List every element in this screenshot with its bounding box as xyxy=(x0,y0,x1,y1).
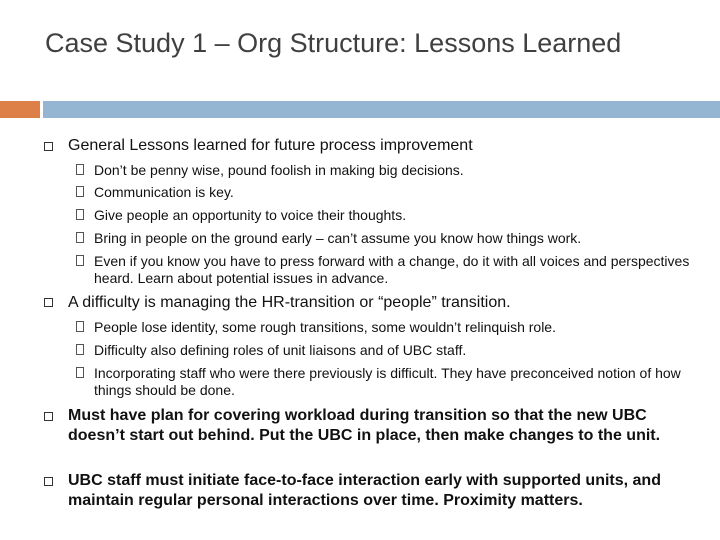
sub-bullet-icon xyxy=(76,232,84,243)
sub-bullet-icon xyxy=(76,344,84,355)
bullet-item xyxy=(68,136,688,156)
bullet-text: Must have plan for covering workload during transition so that the new UBC doesn’t start out behind. Put the UBC in place, then make changes to the unit. xyxy=(68,407,661,444)
square-bullet-icon xyxy=(44,477,53,486)
sub-bullet-icon xyxy=(76,321,84,332)
slide-title: Case Study 1 – Org Structure: Lessons Learned xyxy=(45,28,622,58)
square-bullet-icon xyxy=(44,412,53,421)
bullet-item xyxy=(68,406,688,446)
sub-bullet-icon xyxy=(76,255,84,266)
sub-bullet-text: Communication is key. xyxy=(94,184,234,200)
bullet-item xyxy=(68,293,688,313)
bullet-text: General Lessons learned for future process improvement xyxy=(68,137,473,154)
sub-bullet-text: Even if you know you have to press forward with a change, do it with all voices and perspectives heard. Learn about potential issues in advance. xyxy=(94,253,690,286)
sub-bullet-text: Difficulty also defining roles of unit liaisons and of UBC staff. xyxy=(94,342,467,358)
sub-bullet-icon xyxy=(76,209,84,220)
square-bullet-icon xyxy=(44,298,53,307)
sub-bullet-icon xyxy=(76,367,84,378)
sub-bullet-icon xyxy=(76,164,84,175)
sub-bullet-text: Don’t be penny wise, pound foolish in making big decisions. xyxy=(94,162,464,178)
sub-bullet-text: Bring in people on the ground early – can’t assume you know how things work. xyxy=(94,230,582,246)
sub-bullet-text: Incorporating staff who were there previously is difficult. They have preconceived notion of how things should be done. xyxy=(94,365,681,398)
bullet-item xyxy=(68,471,688,511)
bullet-text: UBC staff must initiate face-to-face interaction early with supported units, and maintain regular personal interactions over time. Proximity matters. xyxy=(68,472,661,509)
sub-bullet-text: People lose identity, some rough transitions, some wouldn’t relinquish role. xyxy=(94,319,556,335)
sub-bullet-icon xyxy=(76,186,84,197)
sub-bullet-text: Give people an opportunity to voice their thoughts. xyxy=(94,207,407,223)
square-bullet-icon xyxy=(44,142,53,151)
bullet-text: A difficulty is managing the HR-transition or “people” transition. xyxy=(68,294,511,311)
